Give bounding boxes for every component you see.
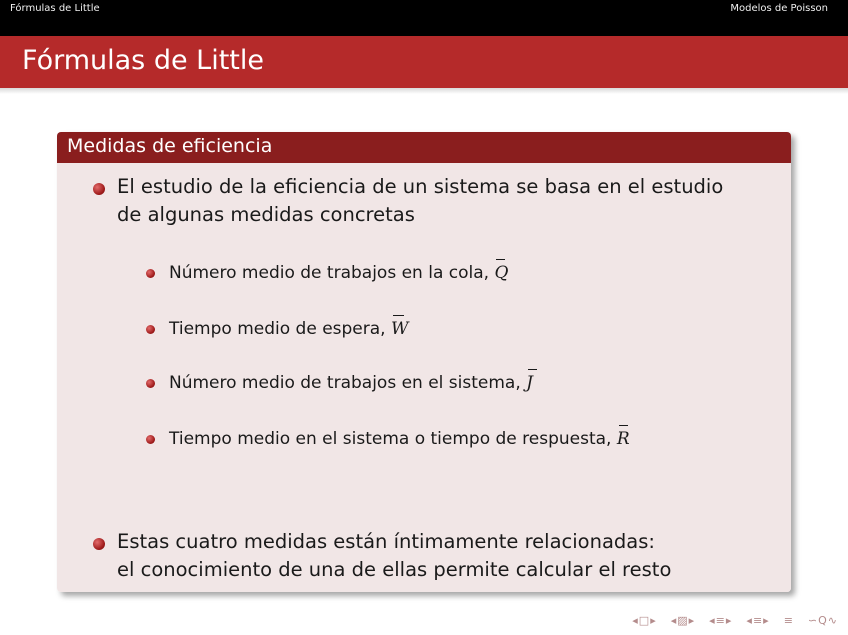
sub-bullet-icon	[146, 269, 155, 278]
sub-item-3	[169, 369, 533, 397]
nav-section-icon[interactable]: ◂≡▸	[709, 613, 733, 627]
nav-section-next-icon[interactable]: ◂≡▸	[746, 613, 770, 627]
frame-title: Fórmulas de Little	[22, 45, 264, 76]
r-bar-symbol: R	[617, 425, 630, 453]
sub-bullet-icon	[146, 379, 155, 388]
list-item-1-line2: de algunas medidas concretas	[117, 203, 415, 226]
beamer-navigation	[632, 613, 838, 627]
list-item-2-line1: Estas cuatro medidas están íntimamente relacionadas:	[117, 530, 655, 553]
sub-bullet-icon	[146, 325, 155, 334]
list-item-2-line2: el conocimiento de una de ellas permite calcular el resto	[117, 558, 672, 581]
nav-align-icon[interactable]: ≡	[783, 613, 794, 627]
header-section-label[interactable]: Fórmulas de Little	[10, 3, 100, 14]
bullet-icon	[93, 183, 105, 195]
list-item-2	[117, 528, 671, 584]
w-bar-symbol: W	[391, 315, 408, 343]
sub-item-1	[169, 259, 508, 287]
title-shadow	[0, 88, 848, 94]
sub-item-4	[169, 425, 630, 453]
header-strip	[0, 20, 848, 36]
nav-frame-prev-icon[interactable]: ◂□▸	[632, 613, 657, 627]
sub-item-1-text: Número medio de trabajos en la cola,	[169, 263, 495, 283]
efficiency-block	[57, 132, 791, 592]
block-title: Medidas de eficiencia	[57, 132, 791, 163]
header-presentation-label[interactable]: Modelos de Poisson	[730, 3, 828, 14]
sub-item-2-text: Tiempo medio de espera,	[169, 319, 391, 339]
sub-item-3-text: Número medio de trabajos en el sistema,	[169, 373, 527, 393]
bullet-icon	[93, 538, 105, 550]
sub-item-4-text: Tiempo medio en el sistema o tiempo de respuesta,	[169, 429, 617, 449]
sub-item-2	[169, 315, 408, 343]
nav-subsection-icon[interactable]: ◂▨▸	[670, 613, 696, 627]
header-bar	[0, 0, 848, 20]
frame-title-bar	[0, 36, 848, 88]
q-bar-symbol: Q	[494, 259, 508, 287]
nav-search-icon[interactable]: ∽Q∿	[807, 613, 838, 627]
list-item-1-line1: El estudio de la eficiencia de un sistema se basa en el estudio	[117, 175, 724, 198]
block-body	[57, 163, 791, 592]
list-item-1	[117, 173, 723, 229]
sub-bullet-icon	[146, 435, 155, 444]
j-bar-symbol: J	[526, 369, 533, 397]
